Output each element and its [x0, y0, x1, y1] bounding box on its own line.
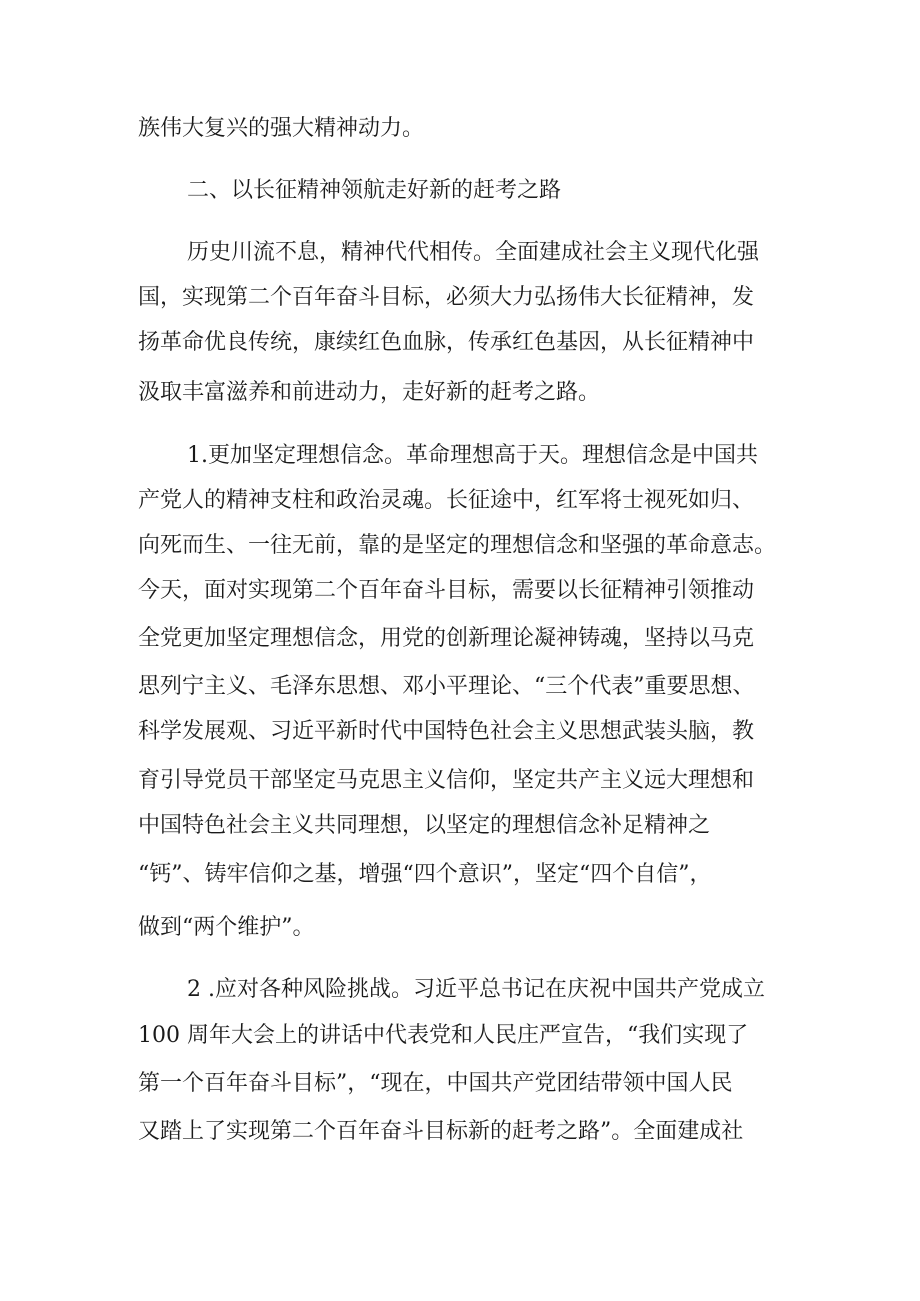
text-line: 汲取丰富滋养和前进动力，走好新的赶考之路。 — [138, 380, 601, 405]
text-line: 向死而生、一往无前，靠的是坚定的理想信念和坚强的革命意志。 — [138, 533, 777, 558]
text-line: “钙”、铸牢信仰之基，增强“四个意识”，坚定“四个自信”， — [138, 862, 712, 887]
text-line: 育引导党员干部坚定马克思主义信仰，坚定共产主义远大理想和 — [138, 768, 755, 793]
text-line: 今天，面对实现第二个百年奋斗目标，需要以长征精神引领推动 — [138, 578, 755, 603]
text-line: 中国特色社会主义共同理想，以坚定的理想信念补足精神之 — [138, 813, 711, 838]
text-line: 1.更加坚定理想信念。革命理想高于天。理想信念是中国共 — [187, 443, 758, 468]
text-line: 产党人的精神支柱和政治灵魂。长征途中，红军将士视死如归、 — [138, 488, 755, 513]
text-line: 科学发展观、习近平新时代中国特色社会主义思想武装头脑，教 — [138, 719, 755, 744]
text-line: 2 .应对各种风险挑战。习近平总书记在庆祝中国共产党成立 — [187, 977, 765, 1002]
text-line: 100 周年大会上的讲话中代表党和人民庄严宣告，“我们实现了 — [138, 1023, 749, 1048]
text-line: 族伟大复兴的强大精神动力。 — [138, 116, 425, 141]
text-line: 思列宁主义、毛泽东思想、邓小平理论、“三个代表”重要思想、 — [138, 674, 755, 699]
text-line: 国，实现第二个百年奋斗目标，必须大力弘扬伟大长征精神，发 — [138, 285, 755, 310]
text-line: 历史川流不息，精神代代相传。全面建成社会主义现代化强 — [187, 240, 760, 265]
text-line: 第一个百年奋斗目标”，“现在，中国共产党团结带领中国人民 — [138, 1071, 733, 1096]
text-line: 又踏上了实现第二个百年奋斗目标新的赶考之路”。全面建成社 — [138, 1119, 744, 1144]
section-heading: 二、以长征精神领航走好新的赶考之路 — [187, 178, 562, 203]
text-line: 全党更加坚定理想信念，用党的创新理论凝神铸魂，坚持以马克 — [138, 626, 755, 651]
text-line: 扬革命优良传统，康续红色血脉，传承红色基因，从长征精神中 — [138, 330, 755, 355]
text-line: 做到“两个维护”。 — [138, 915, 315, 940]
